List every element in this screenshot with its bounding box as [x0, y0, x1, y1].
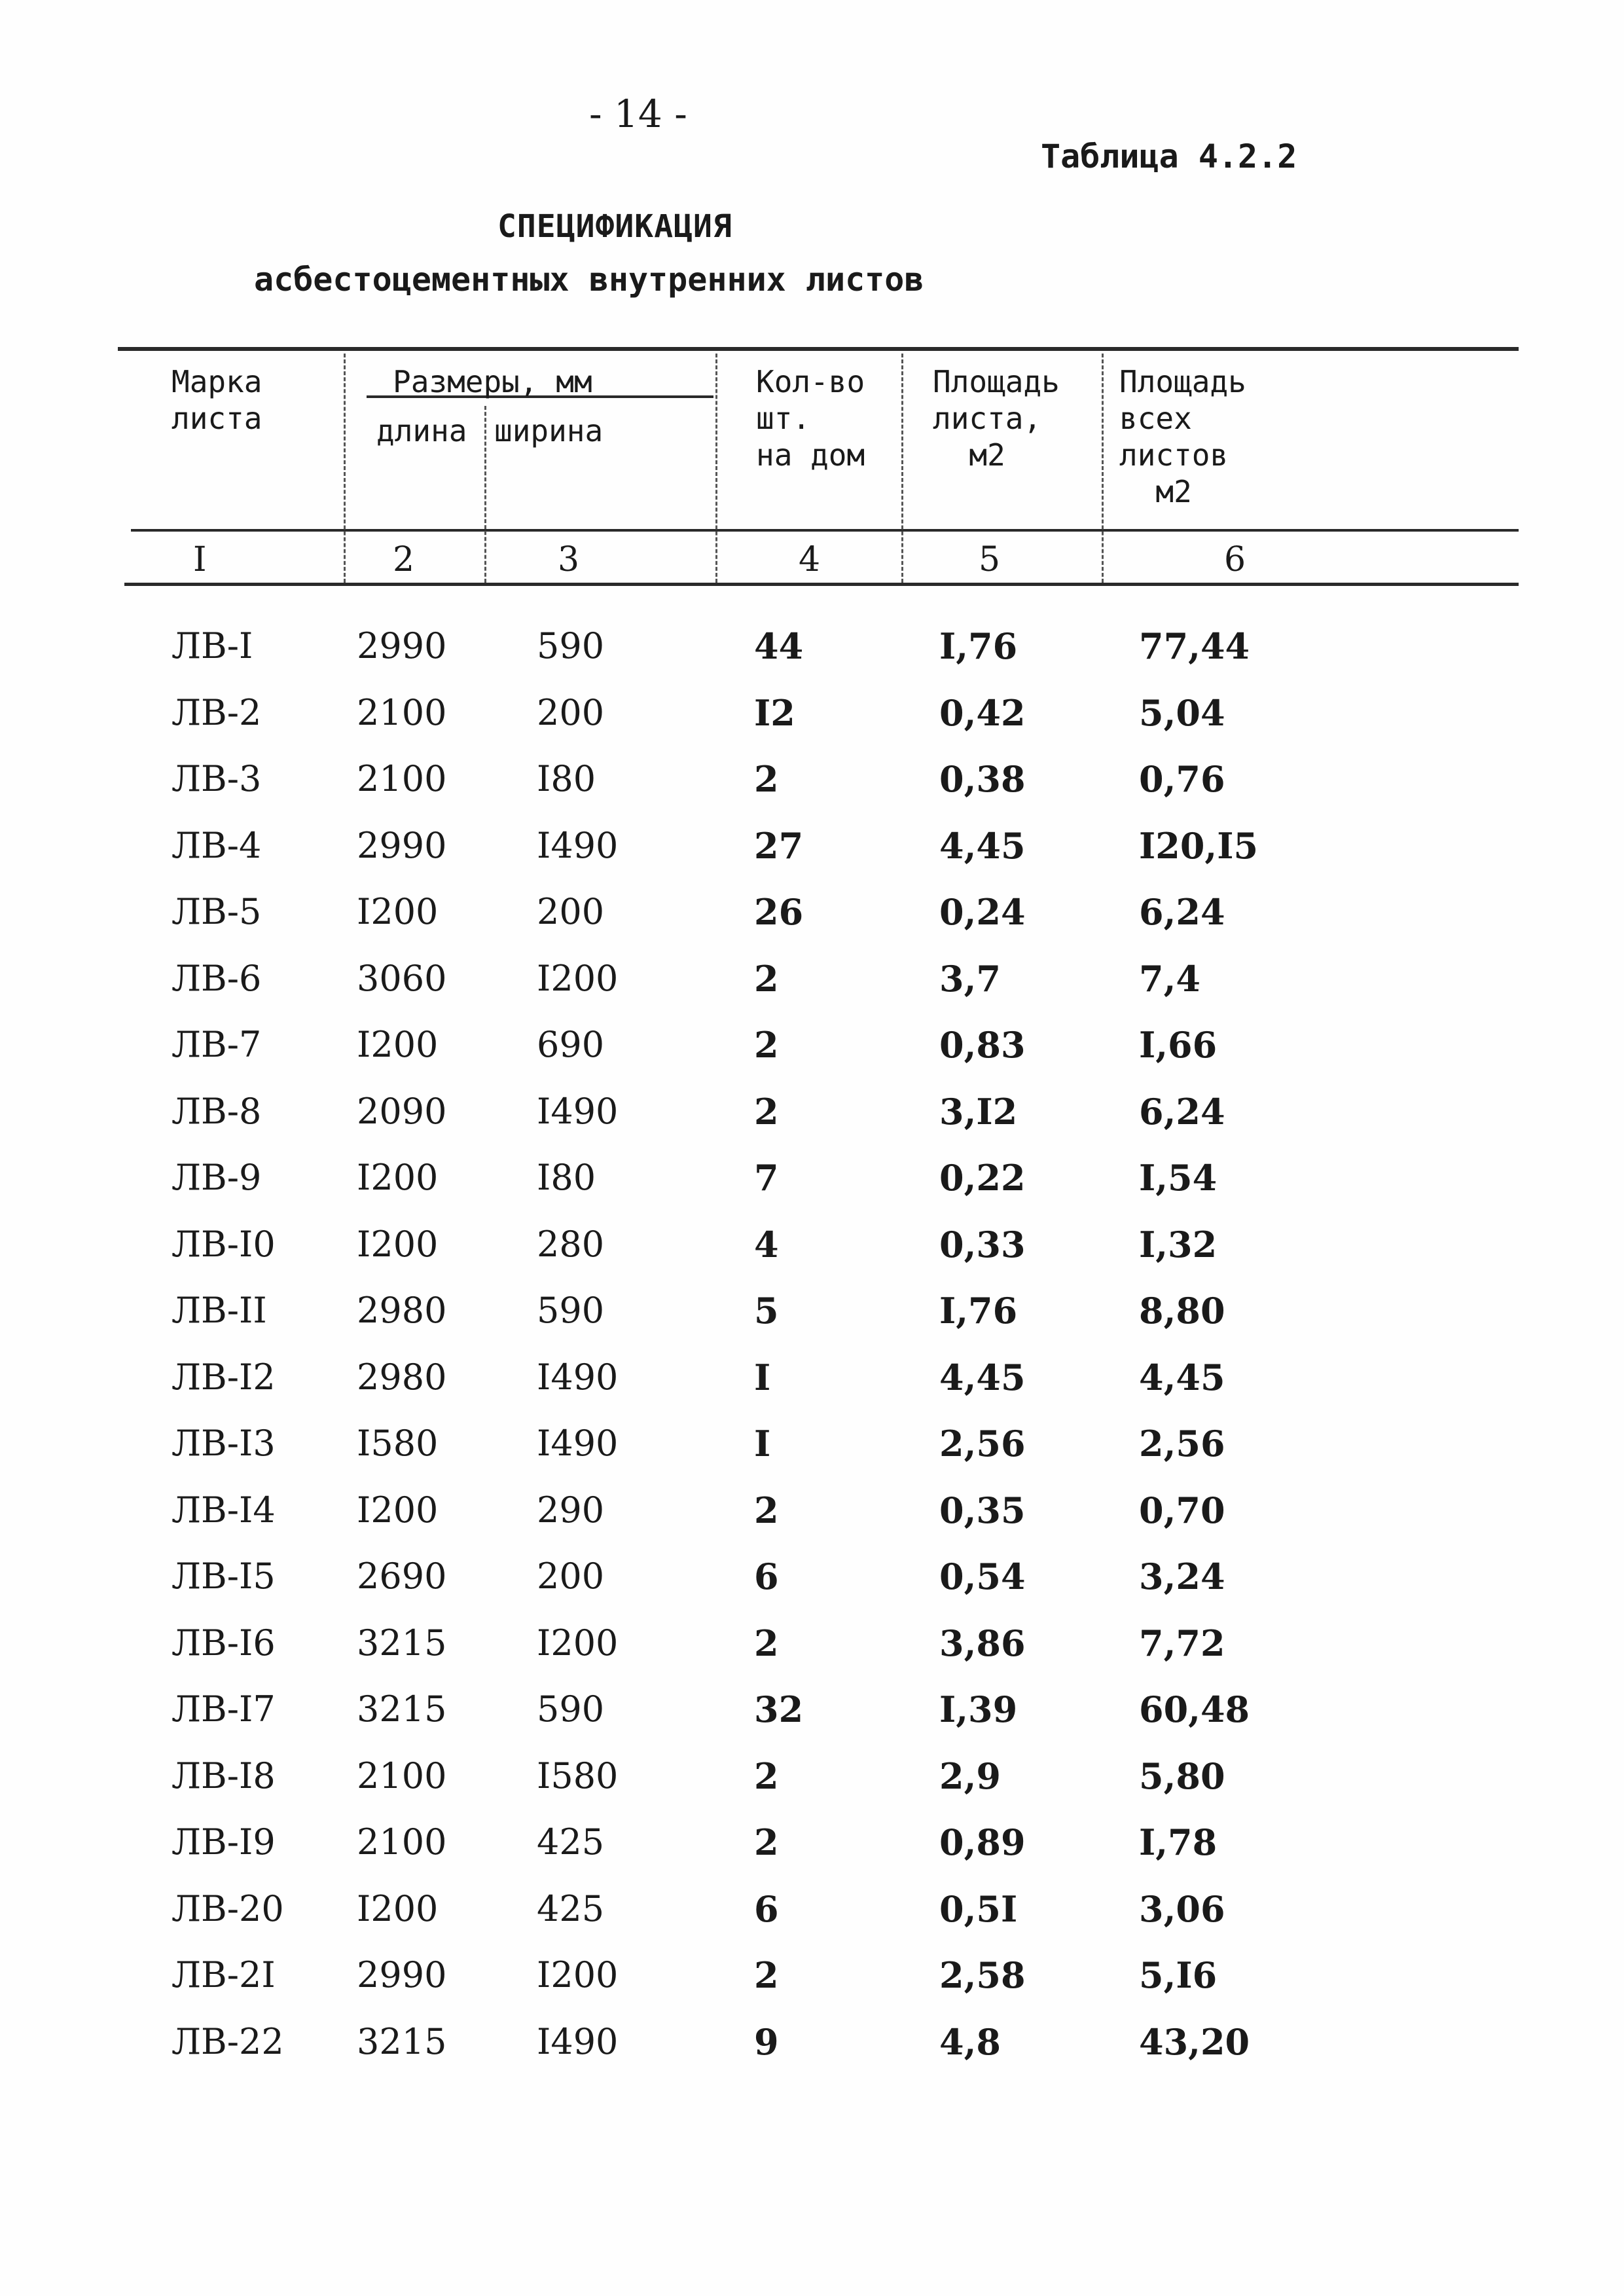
row-length: I200: [357, 1157, 439, 1198]
row-total-area: 7,72: [1139, 1622, 1225, 1664]
row-length: I200: [357, 1888, 439, 1929]
row-width: I490: [537, 1091, 619, 1132]
row-sheet-area: 0,42: [939, 692, 1026, 734]
column-number: 5: [979, 540, 1001, 579]
row-length: 3060: [357, 958, 447, 999]
row-mark: ЛВ-8: [171, 1091, 262, 1132]
row-length: 2990: [357, 1954, 447, 1995]
row-length: 2100: [357, 692, 447, 733]
row-width: 590: [537, 625, 605, 666]
row-width: 590: [537, 1290, 605, 1331]
row-sheet-area: 0,24: [939, 891, 1026, 933]
table-row: [0, 1024, 1624, 1076]
header-length: длина: [376, 413, 467, 448]
row-total-area: I,66: [1139, 1024, 1218, 1066]
col-divider-1: [344, 354, 346, 583]
row-width: 690: [537, 1024, 605, 1065]
table-row: [0, 625, 1624, 678]
header-sheet-area: Площадь листа, м2: [933, 364, 1060, 473]
row-total-area: 8,80: [1139, 1290, 1225, 1332]
row-sheet-area: 2,9: [939, 1755, 1001, 1797]
row-mark: ЛВ-22: [171, 2021, 284, 2062]
row-width: I200: [537, 1622, 619, 1664]
row-length: 2980: [357, 1357, 447, 1398]
row-width: I200: [537, 1954, 619, 1995]
row-width: I80: [537, 758, 596, 799]
row-qty: I: [754, 1423, 771, 1465]
row-sheet-area: 0,89: [939, 1821, 1026, 1863]
row-width: 200: [537, 692, 605, 733]
row-mark: ЛВ-I3: [171, 1423, 276, 1464]
row-total-area: 3,06: [1139, 1888, 1225, 1930]
row-qty: 2: [754, 958, 779, 1000]
table-row: [0, 1688, 1624, 1741]
row-length: 3215: [357, 1688, 447, 1730]
row-qty: 2: [754, 1755, 779, 1797]
column-number: I: [193, 540, 207, 579]
row-qty: I: [754, 1357, 771, 1398]
row-width: 425: [537, 1888, 605, 1929]
table-row: [0, 891, 1624, 943]
row-sheet-area: 0,35: [939, 1489, 1026, 1531]
col-divider-2: [484, 406, 486, 583]
table-row: [0, 1423, 1624, 1475]
row-length: I200: [357, 1024, 439, 1065]
row-sheet-area: I,76: [939, 1290, 1018, 1332]
row-mark: ЛВ-9: [171, 1157, 262, 1198]
row-mark: ЛВ-20: [171, 1888, 284, 1929]
header-mark: Марка листа: [171, 364, 262, 436]
table-row: [0, 1224, 1624, 1276]
row-sheet-area: 4,45: [939, 825, 1026, 867]
row-width: I200: [537, 958, 619, 999]
row-total-area: I20,I5: [1139, 825, 1259, 867]
spec-subtitle: асбестоцементных внутренних листов: [254, 261, 924, 299]
row-length: 2100: [357, 1821, 447, 1863]
row-mark: ЛВ-6: [171, 958, 262, 999]
table-row: [0, 1755, 1624, 1808]
header-width: ширина: [494, 413, 604, 448]
row-total-area: 7,4: [1139, 958, 1200, 1000]
row-sheet-area: 4,8: [939, 2021, 1001, 2063]
header-bottom-rule: [131, 529, 1519, 532]
row-length: 2090: [357, 1091, 447, 1132]
row-mark: ЛВ-I2: [171, 1357, 276, 1398]
table-row: [0, 1157, 1624, 1209]
row-mark: ЛВ-7: [171, 1024, 262, 1065]
table-row: [0, 2021, 1624, 2073]
row-mark: ЛВ-5: [171, 891, 262, 932]
row-length: I580: [357, 1423, 439, 1464]
row-sheet-area: 0,83: [939, 1024, 1026, 1066]
row-mark: ЛВ-I: [171, 625, 253, 666]
table-row: [0, 1290, 1624, 1342]
row-sheet-area: 0,38: [939, 758, 1026, 800]
table-row: [0, 825, 1624, 877]
row-qty: 27: [754, 825, 804, 867]
table-row: [0, 1091, 1624, 1143]
row-length: 2100: [357, 758, 447, 799]
table-row: [0, 1622, 1624, 1675]
row-width: I490: [537, 1423, 619, 1464]
row-mark: ЛВ-2: [171, 692, 262, 733]
row-sheet-area: 0,22: [939, 1157, 1026, 1199]
row-qty: 2: [754, 1091, 779, 1133]
table-row: [0, 1888, 1624, 1941]
row-qty: 2: [754, 1821, 779, 1863]
row-total-area: 5,I6: [1139, 1954, 1218, 1996]
row-width: I580: [537, 1755, 619, 1796]
column-number: 4: [799, 540, 821, 579]
col-divider-4: [901, 354, 903, 583]
row-mark: ЛВ-II: [171, 1290, 267, 1331]
row-qty: 26: [754, 891, 804, 933]
table-row: [0, 1821, 1624, 1874]
row-length: 2990: [357, 825, 447, 866]
row-total-area: I,32: [1139, 1224, 1218, 1266]
row-mark: ЛВ-I5: [171, 1556, 276, 1597]
row-sheet-area: 0,54: [939, 1556, 1026, 1597]
row-total-area: 60,48: [1139, 1688, 1250, 1730]
row-sheet-area: 4,45: [939, 1357, 1026, 1398]
table-label: Таблица 4.2.2: [1041, 137, 1297, 175]
row-sheet-area: 3,I2: [939, 1091, 1018, 1133]
page-number: - 14 -: [589, 92, 687, 136]
row-total-area: I,78: [1139, 1821, 1218, 1863]
spec-title: СПЕЦИФИКАЦИЯ: [497, 208, 732, 245]
table-row: [0, 1357, 1624, 1409]
header-sizes: Размеры, мм: [393, 364, 592, 399]
row-sheet-area: 2,56: [939, 1423, 1026, 1465]
col-divider-3: [715, 354, 717, 583]
row-total-area: I,54: [1139, 1157, 1218, 1199]
row-sheet-area: 0,33: [939, 1224, 1026, 1266]
row-qty: 2: [754, 1489, 779, 1531]
row-length: 3215: [357, 2021, 447, 2062]
header-qty: Кол-во шт. на дом: [756, 364, 865, 473]
table-row: [0, 692, 1624, 744]
row-width: 200: [537, 891, 605, 932]
table-row: [0, 1954, 1624, 2007]
row-length: I200: [357, 891, 439, 932]
table-row: [0, 1489, 1624, 1542]
row-qty: 2: [754, 1024, 779, 1066]
row-qty: 2: [754, 758, 779, 800]
row-length: 3215: [357, 1622, 447, 1664]
row-width: I80: [537, 1157, 596, 1198]
row-length: I200: [357, 1224, 439, 1265]
row-qty: 4: [754, 1224, 779, 1266]
row-total-area: 4,45: [1139, 1357, 1225, 1398]
row-total-area: 5,80: [1139, 1755, 1225, 1797]
row-sheet-area: 2,58: [939, 1954, 1026, 1996]
row-mark: ЛВ-I4: [171, 1489, 276, 1531]
row-width: 290: [537, 1489, 605, 1531]
row-mark: ЛВ-I9: [171, 1821, 276, 1863]
row-total-area: 6,24: [1139, 891, 1225, 933]
column-number: 3: [558, 540, 580, 579]
row-length: 2100: [357, 1755, 447, 1796]
row-qty: 6: [754, 1888, 779, 1930]
row-total-area: 43,20: [1139, 2021, 1250, 2063]
colnum-bottom-rule: [124, 583, 1519, 586]
table-row: [0, 958, 1624, 1010]
row-width: 425: [537, 1821, 605, 1863]
row-total-area: 6,24: [1139, 1091, 1225, 1133]
row-mark: ЛВ-I0: [171, 1224, 276, 1265]
row-length: I200: [357, 1489, 439, 1531]
row-qty: 9: [754, 2021, 779, 2063]
row-sheet-area: 3,7: [939, 958, 1001, 1000]
row-mark: ЛВ-4: [171, 825, 262, 866]
row-mark: ЛВ-I6: [171, 1622, 276, 1664]
row-sheet-area: 3,86: [939, 1622, 1026, 1664]
row-qty: 5: [754, 1290, 779, 1332]
row-mark: ЛВ-I7: [171, 1688, 276, 1730]
column-number: 6: [1224, 540, 1246, 579]
row-total-area: 77,44: [1139, 625, 1250, 667]
row-width: I490: [537, 825, 619, 866]
row-width: 200: [537, 1556, 605, 1597]
row-qty: 2: [754, 1954, 779, 1996]
row-mark: ЛВ-3: [171, 758, 262, 799]
col-divider-5: [1102, 354, 1104, 583]
row-sheet-area: I,76: [939, 625, 1018, 667]
row-width: I490: [537, 1357, 619, 1398]
row-total-area: 0,76: [1139, 758, 1225, 800]
row-length: 2990: [357, 625, 447, 666]
column-number: 2: [393, 540, 415, 579]
row-qty: I2: [754, 692, 795, 734]
row-sheet-area: 0,5I: [939, 1888, 1018, 1930]
row-mark: ЛВ-I8: [171, 1755, 276, 1796]
table-top-rule: [118, 347, 1519, 351]
row-total-area: 5,04: [1139, 692, 1225, 734]
row-qty: 32: [754, 1688, 804, 1730]
row-width: 590: [537, 1688, 605, 1730]
row-total-area: 3,24: [1139, 1556, 1225, 1597]
row-total-area: 2,56: [1139, 1423, 1225, 1465]
row-total-area: 0,70: [1139, 1489, 1225, 1531]
row-length: 2980: [357, 1290, 447, 1331]
row-qty: 7: [754, 1157, 779, 1199]
row-width: I490: [537, 2021, 619, 2062]
header-total-area: Площадь всех листов м2: [1119, 364, 1246, 509]
row-qty: 44: [754, 625, 804, 667]
row-width: 280: [537, 1224, 605, 1265]
row-length: 2690: [357, 1556, 447, 1597]
row-qty: 2: [754, 1622, 779, 1664]
row-mark: ЛВ-2I: [171, 1954, 276, 1995]
row-sheet-area: I,39: [939, 1688, 1018, 1730]
table-row: [0, 1556, 1624, 1608]
row-qty: 6: [754, 1556, 779, 1597]
table-row: [0, 758, 1624, 811]
